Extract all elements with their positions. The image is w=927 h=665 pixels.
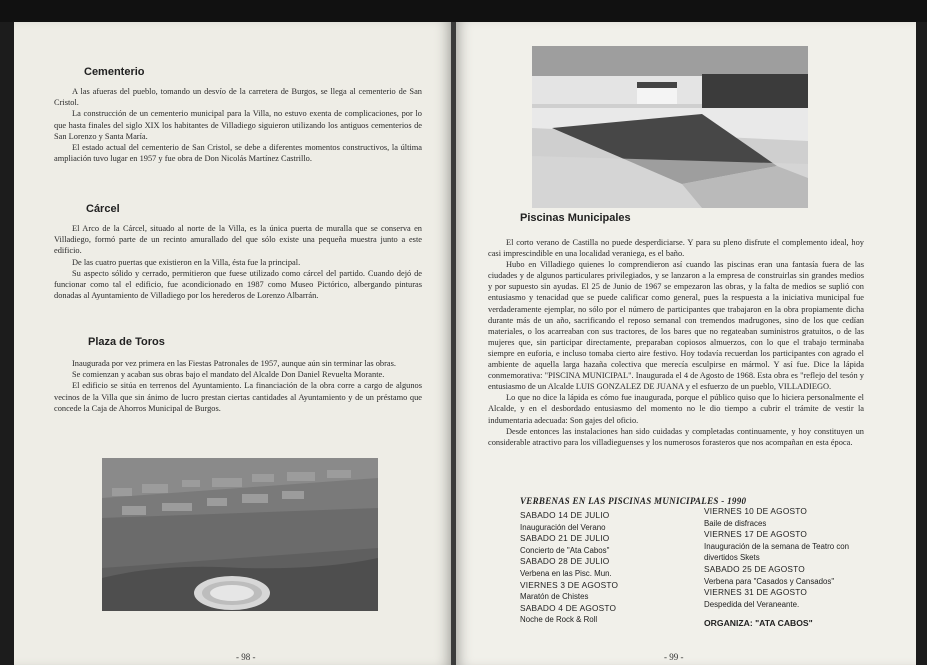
piscinas-paragraph: Desde entonces las instalaciones han sido cuidadas y completadas continuamente, y hoy constituyen un considerable atractivo para los villadieguenses y los numerosos forasteros que nos acompañan en esta época. xyxy=(488,426,864,447)
scanner-top-edge xyxy=(0,0,927,22)
cementerio-paragraph: El estado actual del cementerio de San Cristol, se debe a diferentes momentos constructivos, la última ampliación tuvo lugar en 1957 y fue obra de Don Nicolás Martínez Castrillo. xyxy=(54,143,422,164)
plaza-text xyxy=(54,358,422,414)
verbena-event: Noche de Rock & Roll xyxy=(520,615,598,625)
cementerio-paragraph: A las afueras del pueblo, tomando un desvío de la carretera de Burgos, se llega al cementerio de San Cristol. xyxy=(54,87,422,108)
verbena-date: SABADO 14 DE JULIO xyxy=(520,510,610,520)
verbena-event: Maratón de Chistes xyxy=(520,592,589,602)
verbena-date: SABADO 25 DE AGOSTO xyxy=(704,563,805,574)
carcel-paragraph: De las cuatro puertas que existieron en la Villa, ésta fue la principal. xyxy=(72,257,301,267)
verbena-event: Despedida del Veraneante. xyxy=(704,599,800,609)
plaza-paragraph: Se comienzan y acaban sus obras bajo el mandato del Alcalde Don Daniel Revuelta Morante. xyxy=(72,370,385,380)
verbena-date: VIERNES 10 DE AGOSTO xyxy=(704,506,807,516)
carcel-text xyxy=(54,223,422,301)
verbena-date: SABADO 21 DE JULIO xyxy=(520,533,610,544)
plaza-heading: Plaza de Toros xyxy=(88,336,165,348)
verbena-event: Inauguración de la semana de Teatro con divertidos Skets xyxy=(704,541,850,563)
verbena-event: Concierto de "Ata Cabos" xyxy=(520,545,610,555)
bullring-aerial-image xyxy=(102,458,378,611)
verbenas-left-column xyxy=(520,510,710,626)
verbena-date: VIERNES 31 DE AGOSTO xyxy=(704,587,807,598)
page-number-right: - 99 - xyxy=(664,652,684,662)
piscinas-heading: Piscinas Municipales xyxy=(520,212,631,224)
page-number-left: - 98 - xyxy=(236,652,256,662)
cementerio-text xyxy=(54,86,422,164)
right-page xyxy=(456,22,916,665)
carcel-paragraph: El Arco de la Cárcel, situado al norte de la Villa, es la única puerta de muralla que se conserva en Villadiego, formó parte de un recinto amurallado del que sólo existe una pequeña muestra junto a este edificio. xyxy=(54,224,422,256)
piscinas-paragraph: Lo que no dice la lápida es cómo fue inaugurada, porque el público quiso que lo hiciera personalmente el Alcalde, y en el desbordado entusiasmo del momento no le dio tiempo a cubrir el trámite de vestir la indumentaria adecuada: Son gajes del oficio. xyxy=(488,393,864,425)
left-page xyxy=(14,22,451,665)
verbena-date: SABADO 4 DE AGOSTO xyxy=(520,602,617,613)
cementerio-heading: Cementerio xyxy=(84,66,145,78)
carcel-heading: Cárcel xyxy=(86,203,120,215)
bullring-aerial-photo xyxy=(102,458,378,611)
verbena-event: Verbena para "Casados y Cansados" xyxy=(704,576,835,586)
cementerio-paragraph: La construcción de un cementerio municipal para la Villa, no estuvo exenta de complicaciones, por lo que hasta finales del siglo XIX los habitantes de Villadiego siguieron utilizando los antiguos cementerios de San Lorenzo y Santa María. xyxy=(54,109,422,141)
plaza-paragraph: Inaugurada por vez primera en las Fiestas Patronales de 1957, aunque aún sin terminar las obras. xyxy=(72,359,396,368)
verbenas-heading: VERBENAS EN LAS PISCINAS MUNICIPALES - 1990 xyxy=(520,496,747,506)
organiza-credit: ORGANIZA: "ATA CABOS" xyxy=(704,618,813,628)
verbena-date: VIERNES 17 DE AGOSTO xyxy=(704,529,807,540)
verbena-date: VIERNES 3 DE AGOSTO xyxy=(520,579,619,590)
plaza-paragraph: El edificio se sitúa en terrenos del Ayuntamiento. La financiación de la obra corre a cargo de algunos vecinos de la Villa que sin ánimo de lucro prestan ciertas cantidades al Ayuntamiento y de un préstamo que concede la Caja de Ahorros Municipal de Burgos. xyxy=(54,381,422,413)
piscinas-text xyxy=(488,237,864,448)
swimming-pool-photo xyxy=(532,46,808,208)
verbena-event: Inauguración del Verano xyxy=(520,522,606,532)
verbena-date: SABADO 28 DE JULIO xyxy=(520,556,610,567)
verbena-event: Verbena en las Pisc. Mun. xyxy=(520,568,612,578)
verbena-event: Baile de disfraces xyxy=(704,518,767,528)
swimming-pool-image xyxy=(532,46,808,208)
piscinas-paragraph: Hubo en Villadiego quienes lo comprendieron así cuando las piscinas eran una fantasía fuera de las ciudades y de algunos particulares privilegiados, y se lanzaron a la empresa de construirlas sin grandes medios y por supuesto sin ayudas. El 25 de Junio de 1967 se empezaron las obras, y la falta de medios se suplió con entusiasmo y tenacidad que se puede calificar como general, pues la respuesta a la iniciativa municipal fue verdaderamente ejemplar, no sólo por el número de participantes que trabajaron en la obra propiamente dicha durante más de un año, sacrificando el reposo semanal con tremendos madrugones, sino de los que cedían materiales, o los acarreaban con sus tractores, de los bares que no regateaban suministros gratuitos, o de las mujeres que, sin participar directamente, preparaban copiosos almuerzos, con lo que el trabajo terminaba siempre en euforia, e incluso tomaba cierto aire festivo. Hoy todavía recuerdan los participantes con agrado el ambiente de aquella larga hazaña colectiva que merecía esculpirse en mármol. Y así fue. Dice la lápida conmemorativa: "PISCINA MUNICIPAL". Inaugurada el 4 de Agosto de 1968. Esta obra es "reflejo del tesón y entusiasmo de un Alcalde LUIS GONZALEZ DE JUANA y el esfuerzo de un pueblo, VILLADIEGO. xyxy=(488,260,864,392)
verbenas-right-column xyxy=(704,506,864,610)
carcel-paragraph: Su aspecto sólido y cerrado, permitieron que fuese utilizado como cárcel del partido. Cuando dejó de funcionar como tal el edificio, fue acondicionado en 1987 como Museo Pictórico, albergando pinturas donadas al Ayuntamiento de Villadiego por los herederos de Lorenzo Albarrán. xyxy=(54,268,422,301)
piscinas-paragraph: El corto verano de Castilla no puede desperdiciarse. Y para su pleno disfrute el complemento ideal, hoy casi imprescindible en una localidad veraniega, es el baño. xyxy=(488,238,864,259)
